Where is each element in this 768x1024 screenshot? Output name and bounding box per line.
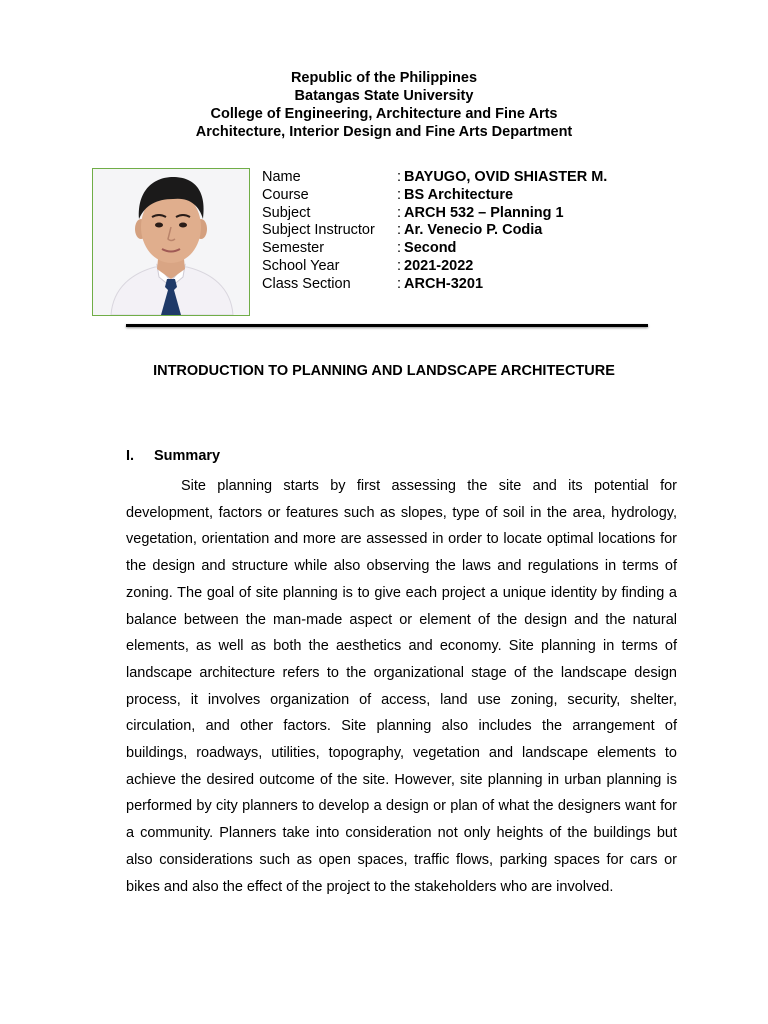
section-number: I. xyxy=(126,448,135,464)
info-label: Subject Instructor xyxy=(262,222,375,239)
section-title: Summary xyxy=(154,448,221,464)
info-colon: : xyxy=(397,257,402,274)
info-colon: : xyxy=(397,186,402,203)
instructor-value: Ar. Venecio P. Codia xyxy=(404,222,543,239)
info-colon: : xyxy=(397,240,402,257)
info-label: Course xyxy=(262,186,309,203)
semester-value: Second xyxy=(404,240,457,257)
header-department: Architecture, Interior Design and Fine Arts Department xyxy=(195,124,573,140)
info-colon: : xyxy=(397,169,402,185)
info-value xyxy=(397,205,564,223)
subject-value: ARCH 532 – Planning 1 xyxy=(404,204,564,221)
info-label: Name xyxy=(262,169,301,185)
section-heading xyxy=(126,448,220,464)
student-portrait-icon xyxy=(93,169,249,315)
course-value: BS Architecture xyxy=(404,186,514,203)
info-label: Subject xyxy=(262,204,311,221)
info-value xyxy=(397,187,513,205)
info-label: Semester xyxy=(262,240,325,257)
school-year-value: 2021-2022 xyxy=(404,257,474,274)
info-value xyxy=(397,258,473,276)
header-university: Batangas State University xyxy=(294,88,474,104)
info-value xyxy=(397,222,542,240)
student-name: BAYUGO, OVID SHIASTER M. xyxy=(404,169,608,185)
document-title: INTRODUCTION TO PLANNING AND LANDSCAPE ARCHITECTURE xyxy=(153,363,615,379)
info-value xyxy=(397,240,456,258)
info-label: School Year xyxy=(262,257,340,274)
header-college: College of Engineering, Architecture and Fine Arts xyxy=(210,106,558,122)
info-value xyxy=(397,276,483,294)
header-country: Republic of the Philippines xyxy=(290,70,478,86)
document-header xyxy=(0,69,768,141)
class-section-value: ARCH-3201 xyxy=(404,275,484,292)
summary-paragraph: Site planning starts by first assessing the site and its potential for development, factors or features such as slopes, type of soil in the area, hydrology, vegetation, orientation and more are assessed in order to locate optimal locations for the design and structure while also observing the laws and regulations in terms of zoning. The goal of site planning is to give each project a unique identity by finding a balance between the man-made aspect or element of the design and the natural elements, as well as both the aesthetics and economy. Site planning in terms of landscape architecture refers to the organizational stage of the landscape design process, it involves organization of access, land use zoning, security, shelter, circulation, and other factors. Site planning also includes the arrangement of buildings, roadways, utilities, topography, vegetation and landscape elements to achieve the desired outcome of the site. However, site planning in urban planning is performed by city planners to develop a design or plan of what the designers want for a community. Planners take into consideration not only heights of the buildings but also considerations such as open spaces, traffic flows, parking spaces for cars or bikes and also the effect of the project to the stakeholders who are involved. xyxy=(126,478,677,895)
info-colon: : xyxy=(397,275,402,292)
student-photo xyxy=(92,168,250,316)
info-colon: : xyxy=(397,204,402,221)
header-divider xyxy=(126,324,648,327)
info-colon: : xyxy=(397,222,402,239)
info-value xyxy=(397,169,607,187)
info-label: Class Section xyxy=(262,275,351,292)
